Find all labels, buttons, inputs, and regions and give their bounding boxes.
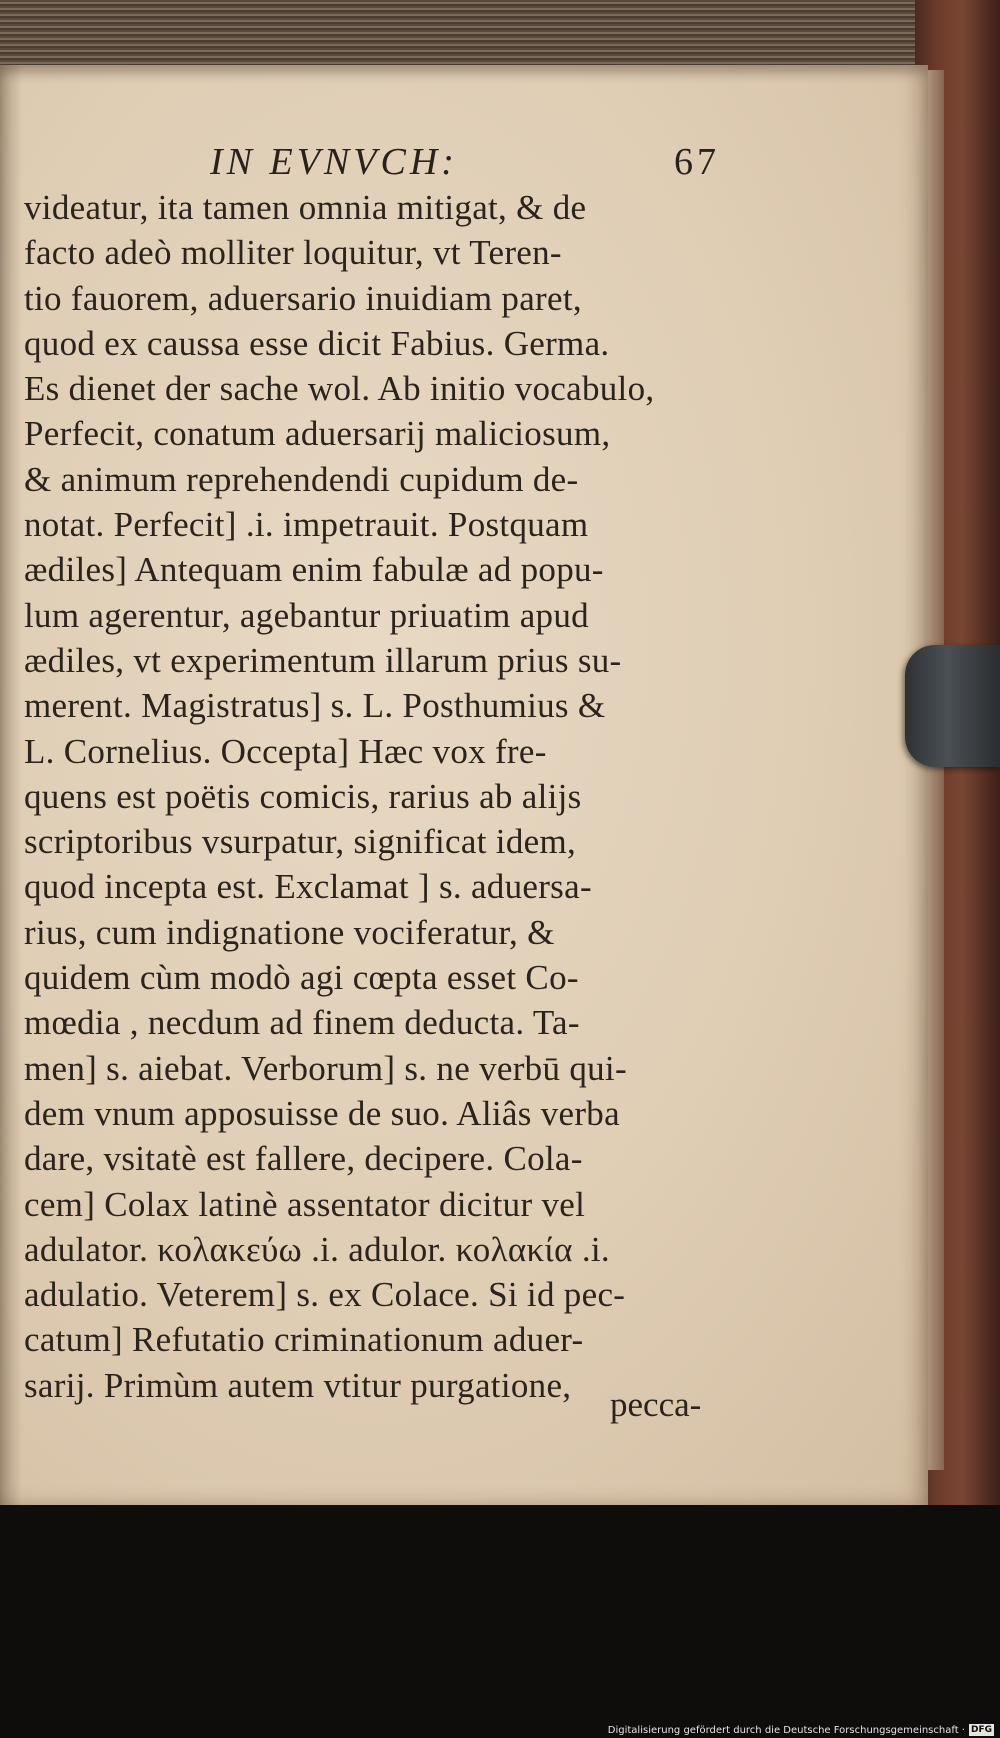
running-header xyxy=(210,140,720,190)
text-line: notat. Perfecit] .i. impetrauit. Postquam xyxy=(24,505,589,545)
text-line: videatur, ita tamen omnia mitigat, & de xyxy=(24,188,587,227)
text-line: catum] Refutatio criminationum aduer- xyxy=(24,1320,584,1360)
text-line: mœdia , necdum ad finem deducta. Ta- xyxy=(24,1003,580,1043)
body-text xyxy=(24,185,734,1408)
text-line: adulator. κολακεύω .i. adulor. κολακία .i. xyxy=(24,1229,610,1269)
text-line: quod ex caussa esse dicit Fabius. Germa. xyxy=(24,323,610,363)
text-line: Es dienet der sache wol. Ab initio vocabulo, xyxy=(24,369,655,409)
metal-clasp xyxy=(905,645,1000,767)
text-line: tio fauorem, aduersario inuidiam paret, xyxy=(24,278,582,318)
page-number: 67 xyxy=(674,141,720,183)
text-line: merent. Magistratus] s. L. Posthumius & xyxy=(24,686,606,726)
text-line: quidem cùm modò agi cœpta esset Co- xyxy=(24,958,579,998)
digitization-credit xyxy=(608,1723,994,1737)
text-line: & animum reprehendendi cupidum de- xyxy=(24,459,579,499)
text-line: adulatio. Veterem] s. ex Colace. Si id pec- xyxy=(24,1275,626,1315)
running-title: IN EVNVCH: xyxy=(210,141,458,183)
scan-bottom-band xyxy=(0,1505,1000,1738)
text-line: scriptoribus vsurpatur, significat idem, xyxy=(24,822,577,862)
text-line: men] s. aiebat. Verborum] s. ne verbū qui- xyxy=(24,1048,627,1088)
text-line: cem] Colax latinè assentator dicitur vel xyxy=(24,1184,586,1224)
text-line: rius, cum indignatione vociferatur, & xyxy=(24,912,555,952)
text-line: dare, vsitatè est fallere, decipere. Cola- xyxy=(24,1139,583,1179)
gutter-shadow xyxy=(0,65,22,1505)
text-line: quod incepta est. Exclamat ] s. aduersa- xyxy=(24,867,592,907)
text-line: lum agerentur, agebantur priuatim apud xyxy=(24,595,589,635)
credit-text: Digitalisierung gefördert durch die Deutsche Forschungsgemeinschaft · xyxy=(607,1724,965,1736)
text-line: Perfecit, conatum aduersarij maliciosum, xyxy=(24,414,611,454)
text-line: ædiles, vt experimentum illarum prius su- xyxy=(24,640,622,680)
text-line: ædiles] Antequam enim fabulæ ad popu- xyxy=(24,550,604,590)
text-line: quens est poëtis comicis, rarius ab alijs xyxy=(24,776,582,816)
catchword: pecca- xyxy=(610,1385,702,1424)
text-line: L. Cornelius. Occepta] Hæc vox fre- xyxy=(24,731,547,771)
text-line: dem vnum apposuisse de suo. Aliâs verba xyxy=(24,1093,620,1133)
dfg-logo: DFG xyxy=(970,1725,992,1735)
text-line: facto adeò molliter loquitur, vt Teren- xyxy=(24,233,562,273)
text-line: sarij. Primùm autem vtitur purgatione, xyxy=(24,1365,572,1405)
